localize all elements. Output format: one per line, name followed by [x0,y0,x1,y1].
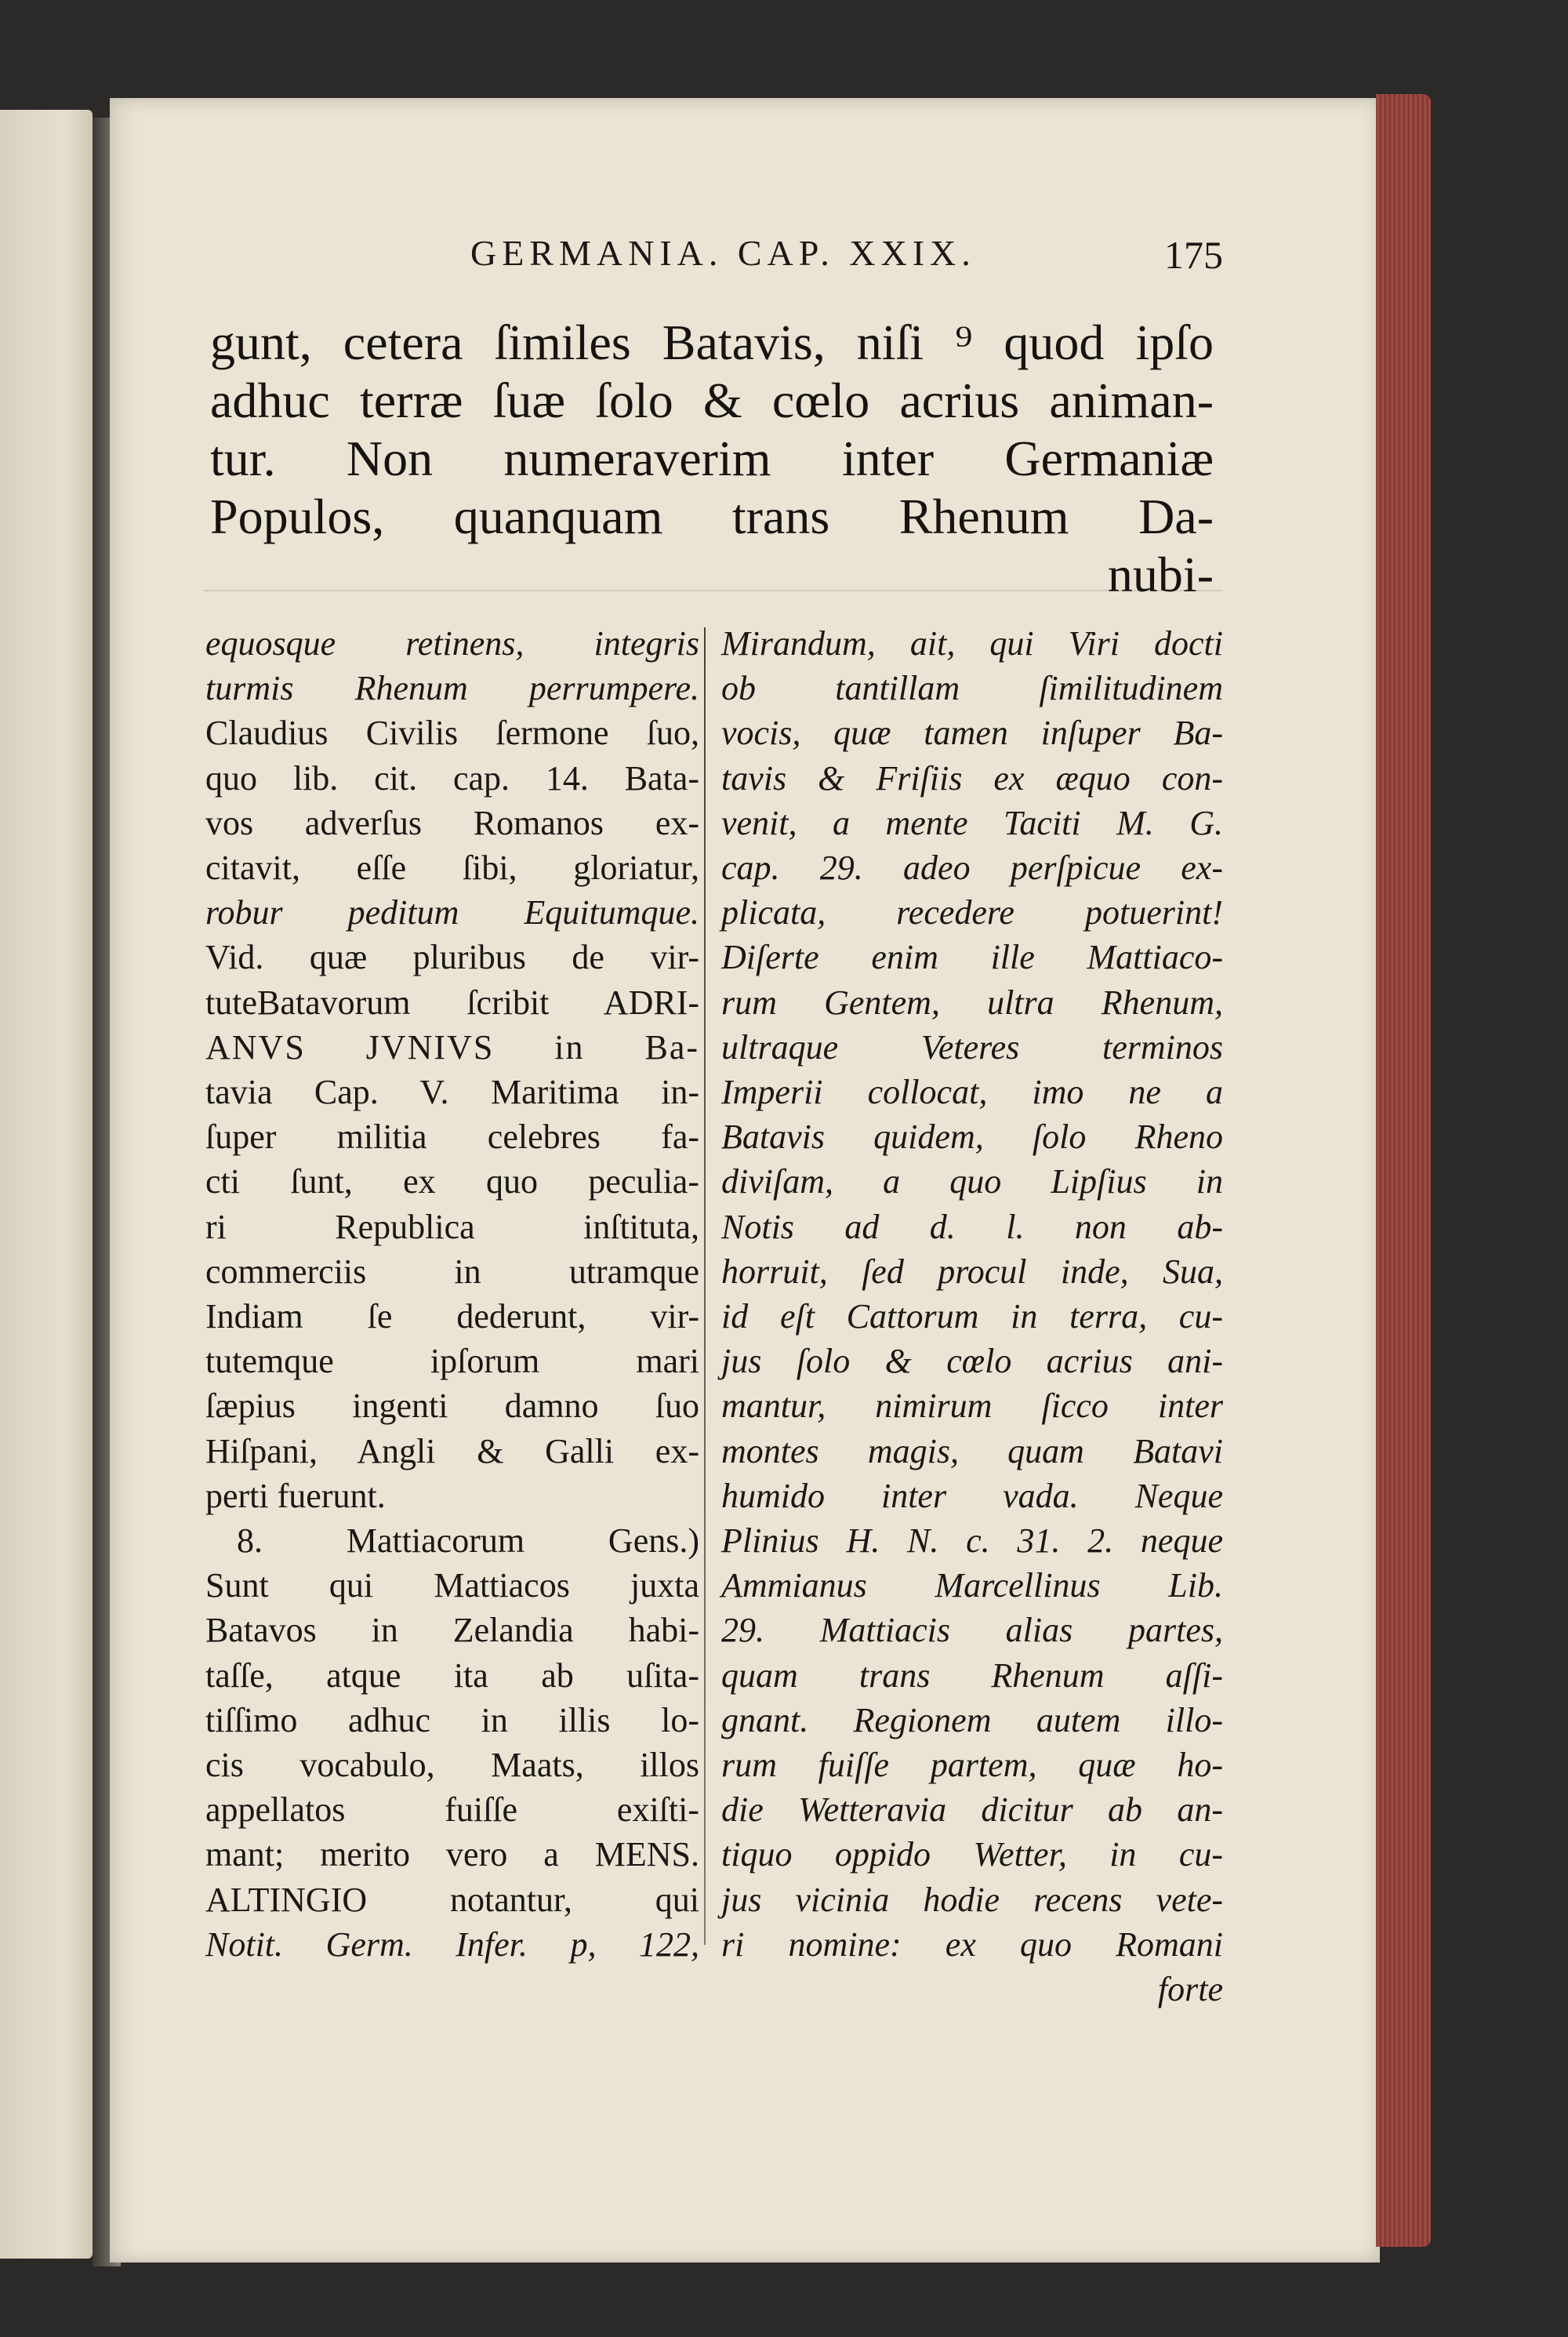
running-header [204,232,1223,287]
note-line: tutemque ipſorum mari [205,1342,699,1381]
note-line: plicata, recedere potuerint! [721,893,1223,932]
note-line: citavit, eſſe ſibi, gloriatur, [205,849,699,888]
page-number: 175 [1164,233,1223,277]
note-line: rum fuiſſe partem, quæ ho- [721,1746,1223,1785]
note-line: diviſam, a quo Lipſius in [721,1162,1223,1201]
note-line: Hiſpani, Angli & Galli ex- [205,1431,699,1470]
note-line: gnant. Regionem autem illo- [721,1700,1223,1739]
note-line: vocis, quæ tamen inſuper Ba- [721,714,1223,753]
note-line: tavis & Friſiis ex æquo con- [721,758,1223,798]
note-line: jus vicinia hodie recens vete- [721,1880,1223,1919]
note-line: Batavos in Zelandia habi- [205,1611,699,1650]
note-line: rum Gentem, ultra Rhenum, [721,983,1223,1022]
note-line: humido inter vada. Neque [721,1476,1223,1515]
main-text-line: Populos, quanquam trans Rhenum Da- [210,489,1214,544]
note-line: mant; merito vero a MENS. [205,1835,699,1874]
main-text-line: tur. Non numeraverim inter Germaniæ [210,431,1214,486]
note-line: Indiam ſe dederunt, vir- [205,1297,699,1336]
note-line: mantur, nimirum ſicco inter [721,1387,1223,1426]
note-line: vos adverſus Romanos ex- [205,803,699,842]
facing-page-edge [0,110,93,2259]
running-title: GERMANIA. CAP. XXIX. [470,233,976,273]
note-line: Claudius Civilis ſermone ſuo, [205,714,699,753]
note-line: ri nomine: ex quo Romani [721,1924,1223,1964]
note-line: cis vocabulo, Maats, illos [205,1746,699,1785]
notes-right-column [721,621,1223,2012]
note-line: Mirandum, ait, qui Viri docti [721,624,1223,663]
note-line: 8. Mattiacorum Gens.) [237,1521,699,1561]
note-line: horruit, ſed procul inde, Sua, [721,1252,1223,1291]
note-line: montes magis, quam Batavi [721,1431,1223,1470]
catchword-main: nubi- [1107,547,1214,602]
page-block-edge [1376,94,1431,2247]
note-line: Sunt qui Mattiacos juxta [205,1566,699,1605]
column-divider [704,627,706,1945]
note-line: cti ſunt, ex quo peculia- [205,1162,699,1201]
note-line: Notis ad d. l. non ab- [721,1207,1223,1246]
note-line: perti fuerunt. [205,1476,386,1515]
note-line: tuteBatavorum ſcribit ADRI- [205,983,699,1022]
note-line: Imperii collocat, imo ne a [721,1073,1223,1112]
note-line: tiquo oppido Wetter, in cu- [721,1835,1223,1874]
note-line: ANVS JVNIVS in Ba- [205,1027,699,1067]
note-line: Batavis quidem, ſolo Rheno [721,1118,1223,1157]
note-line: die Wetteravia dicitur ab an- [721,1790,1223,1830]
note-line: Vid. quæ pluribus de vir- [205,938,699,977]
note-line: tiſſimo adhuc in illis lo- [205,1700,699,1739]
note-line: appellatos fuiſſe exiſti- [205,1790,699,1830]
note-line: commerciis in utramque [205,1252,699,1291]
note-line: venit, a mente Taciti M. G. [721,803,1223,842]
note-line: robur peditum Equitumque. [205,893,699,932]
note-line: tavia Cap. V. Maritima in- [205,1073,699,1112]
note-line: ſuper militia celebres fa- [205,1118,699,1157]
main-text-line: adhuc terræ ſuæ ſolo & cœlo acrius animan- [210,373,1214,428]
note-line: Diſerte enim ille Mattiaco- [721,938,1223,977]
note-line: ob tantillam ſimilitudinem [721,669,1223,708]
note-line: cap. 29. adeo perſpicue ex- [721,849,1223,888]
note-line: quam trans Rhenum aſſi- [721,1656,1223,1695]
note-line: Plinius H. N. c. 31. 2. neque [721,1521,1223,1561]
note-line: Ammianus Marcellinus Lib. [721,1566,1223,1605]
note-line: ALTINGIO notantur, qui [205,1880,699,1919]
note-line: quo lib. cit. cap. 14. Bata- [205,758,699,798]
note-line: id eſt Cattorum in terra, cu- [721,1297,1223,1336]
note-line: jus ſolo & cœlo acrius ani- [721,1342,1223,1381]
note-line: ri Republica inſtituta, [205,1207,699,1246]
notes-separator [204,590,1223,591]
notes-left-column [205,621,699,1967]
main-text-block [210,314,1214,604]
note-line: taſſe, atque ita ab uſita- [205,1656,699,1695]
note-line: 29. Mattiacis alias partes, [721,1611,1223,1650]
note-line: ultraque Veteres terminos [721,1027,1223,1067]
note-line: equosque retinens, integris [205,624,699,663]
main-text-line: gunt, cetera ſimiles Batavis, niſi ⁹ quod ipſo [210,314,1214,370]
note-line: Notit. Germ. Infer. p, 122, [205,1924,699,1964]
catchword-notes: forte [1157,1970,1223,2009]
note-line: ſæpius ingenti damno ſuo [205,1387,699,1426]
note-line: turmis Rhenum perrumpere. [205,669,699,708]
